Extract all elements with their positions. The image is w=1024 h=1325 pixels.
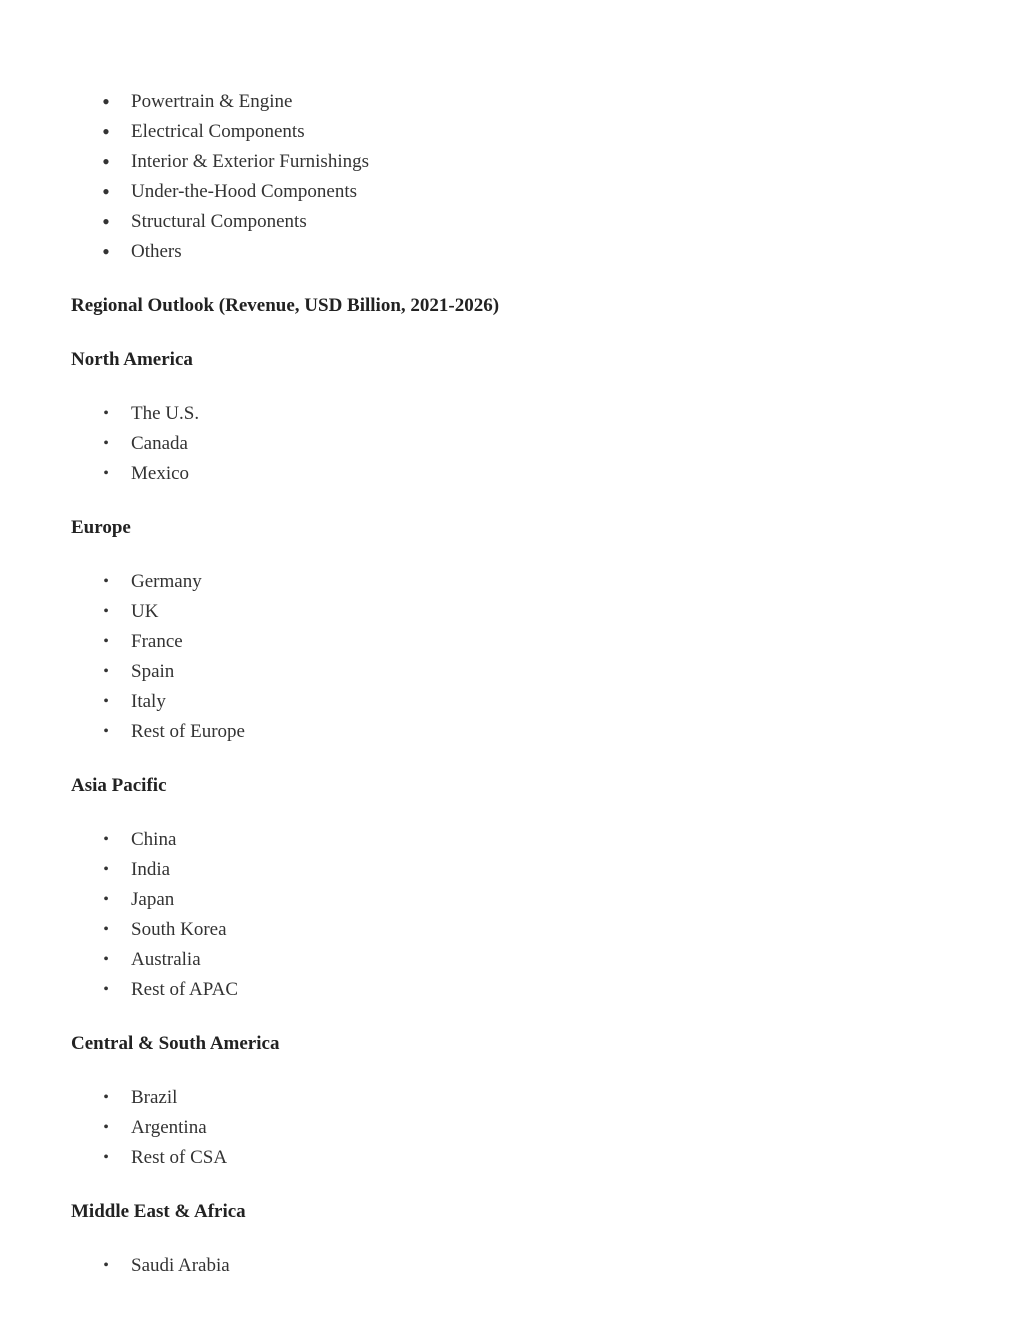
central-south-america-list [0, 1083, 1024, 1173]
bullet-icon: • [103, 693, 109, 710]
list-item: • Australia [0, 945, 1024, 975]
bullet-icon: • [102, 239, 110, 264]
list-item: • Brazil [0, 1083, 1024, 1113]
list-item: • China [0, 825, 1024, 855]
list-item: • Under-the-Hood Components [0, 177, 1024, 207]
bullet-icon: • [103, 603, 109, 620]
bullet-icon: • [102, 179, 110, 204]
list-item: • Interior & Exterior Furnishings [0, 147, 1024, 177]
list-item: • UK [0, 597, 1024, 627]
bullet-icon: • [103, 465, 109, 482]
bullet-icon: • [103, 633, 109, 650]
bullet-icon: • [102, 209, 110, 234]
asia-pacific-list [0, 825, 1024, 1005]
bullet-icon: • [102, 149, 110, 174]
bullet-icon: • [103, 861, 109, 878]
region-heading-north-america: North America [71, 349, 193, 370]
bullet-icon: • [103, 435, 109, 452]
list-item: • Electrical Components [0, 117, 1024, 147]
list-item: • France [0, 627, 1024, 657]
list-item: • Structural Components [0, 207, 1024, 237]
list-item: • Germany [0, 567, 1024, 597]
bullet-icon: • [103, 1257, 109, 1274]
bullet-icon: • [102, 89, 110, 114]
bullet-icon: • [103, 723, 109, 740]
list-item: • Italy [0, 687, 1024, 717]
middle-east-africa-list [0, 1251, 1024, 1281]
region-heading-europe: Europe [71, 517, 131, 538]
bullet-icon: • [103, 1089, 109, 1106]
list-item: • Argentina [0, 1113, 1024, 1143]
list-item: • South Korea [0, 915, 1024, 945]
regional-outlook-heading: Regional Outlook (Revenue, USD Billion, 2021-2026) [71, 295, 500, 316]
region-heading-asia-pacific: Asia Pacific [71, 775, 167, 796]
list-item: • Rest of CSA [0, 1143, 1024, 1173]
region-heading-central-south-america: Central & South America [71, 1033, 280, 1054]
list-item: • Canada [0, 429, 1024, 459]
list-item: • Rest of APAC [0, 975, 1024, 1005]
bullet-icon: • [102, 119, 110, 144]
product-type-list [0, 87, 1024, 267]
list-item: • The U.S. [0, 399, 1024, 429]
list-item: • Others [0, 237, 1024, 267]
bullet-icon: • [103, 951, 109, 968]
list-item: • Saudi Arabia [0, 1251, 1024, 1281]
list-item: • Rest of Europe [0, 717, 1024, 747]
bullet-icon: • [103, 891, 109, 908]
bullet-icon: • [103, 663, 109, 680]
bullet-icon: • [103, 405, 109, 422]
bullet-icon: • [103, 573, 109, 590]
list-item: • Mexico [0, 459, 1024, 489]
north-america-list [0, 399, 1024, 489]
bullet-icon: • [103, 831, 109, 848]
bullet-icon: • [103, 1119, 109, 1136]
europe-list [0, 567, 1024, 747]
list-item: • Powertrain & Engine [0, 87, 1024, 117]
list-item: • Spain [0, 657, 1024, 687]
bullet-icon: • [103, 1149, 109, 1166]
region-heading-middle-east-africa: Middle East & Africa [71, 1201, 246, 1222]
list-item: • Japan [0, 885, 1024, 915]
bullet-icon: • [103, 921, 109, 938]
list-item: • India [0, 855, 1024, 885]
bullet-icon: • [103, 981, 109, 998]
